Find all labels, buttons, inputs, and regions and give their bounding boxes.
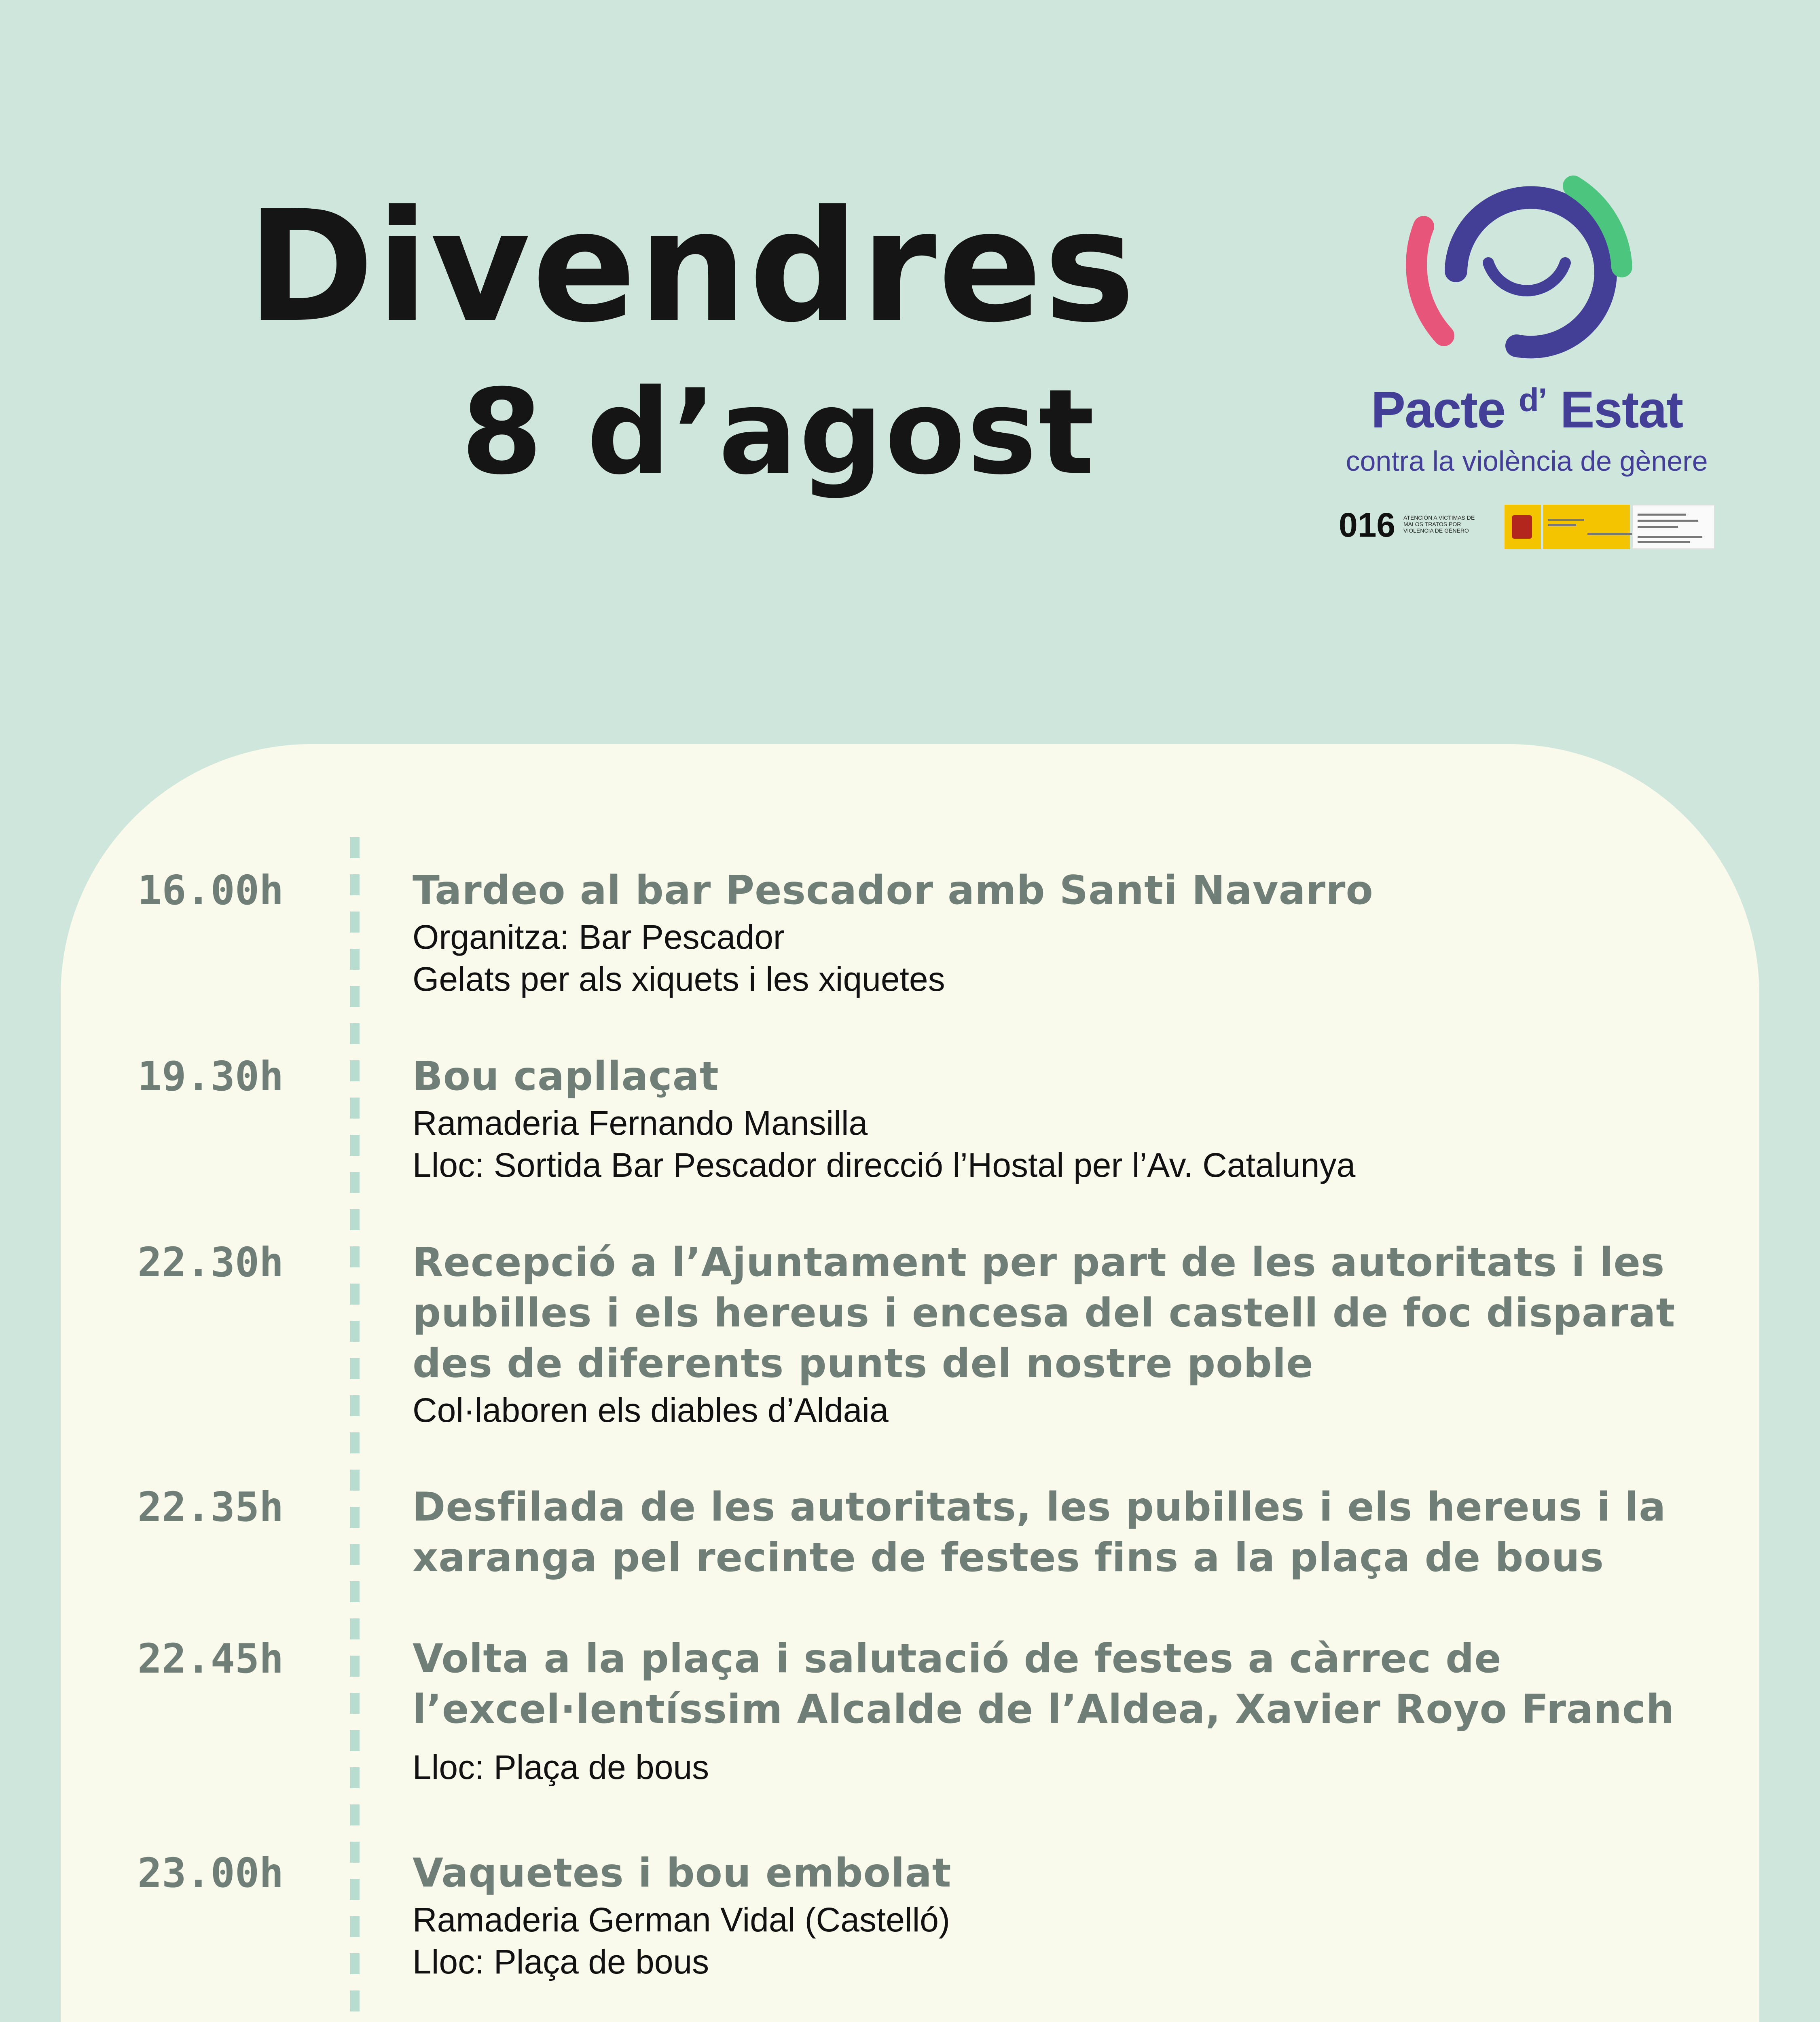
- smiley-circle-icon: [1395, 162, 1658, 372]
- event-title: Recepció a l’Ajuntament per part de les autoritats i les pubilles i els hereus i encesa del castell de foc disparat des de diferents punts del nostre poble: [413, 1239, 1676, 1387]
- event-time: 23.00h: [138, 1849, 284, 1897]
- phone-016-text: ATENCIÓN A VÍCTIMAS DE MALOS TRATOS POR VIOLENCIA DE GÉNERO: [1403, 514, 1475, 534]
- event-detail: Col·laboren els diables d’Aldaia: [413, 1391, 889, 1429]
- event-title: Vaquetes i bou embolat: [413, 1850, 952, 1896]
- title-day: Divendres: [247, 177, 1137, 356]
- event-detail: Gelats per als xiquets i les xiquetes: [413, 960, 945, 998]
- event-detail: Lloc: Plaça de bous: [413, 1943, 709, 1981]
- timeline-dashed-line: [350, 837, 360, 2022]
- event-title: Tardeo al bar Pescador amb Santi Navarro: [413, 867, 1373, 914]
- event-detail: Ramaderia Fernando Mansilla: [413, 1104, 868, 1142]
- event-detail: Lloc: Sortida Bar Pescador direcció l’Hostal per l’Av. Catalunya: [413, 1146, 1356, 1184]
- event-time: 22.45h: [138, 1635, 284, 1682]
- title-date: 8 d’agost: [461, 364, 1096, 501]
- page-title: [247, 177, 1137, 501]
- event-title: Bou capllaçat: [413, 1053, 719, 1100]
- logo-wordmark: Pacte $^{d’}$ Estat: [1371, 381, 1683, 439]
- phone-016: 016: [1339, 506, 1396, 544]
- event-title: Volta a la plaça i salutació de festes a càrrec de l’excel·lentíssim Alcalde de l’Aldea, Xavier Royo Franch: [413, 1636, 1675, 1732]
- event-detail: Ramaderia German Vidal (Castelló): [413, 1901, 950, 1939]
- event-title: Desfilada de les autoritats, les pubilles i els hereus i la xaranga pel recinte de festes fins a la plaça de bous: [413, 1484, 1666, 1581]
- event-time: 19.30h: [138, 1053, 284, 1100]
- event-time: 16.00h: [138, 867, 284, 914]
- event-detail: Organitza: Bar Pescador: [413, 918, 785, 956]
- coat-of-arms-icon: [1505, 505, 1541, 549]
- event-time: 22.35h: [138, 1483, 284, 1531]
- event-time: 22.30h: [138, 1239, 284, 1286]
- government-logo: [1505, 505, 1715, 549]
- logo-subtitle: contra la violència de gènere: [1346, 445, 1708, 477]
- event-detail: Lloc: Plaça de bous: [413, 1748, 709, 1786]
- pacte-estat-logo: [1335, 162, 1719, 558]
